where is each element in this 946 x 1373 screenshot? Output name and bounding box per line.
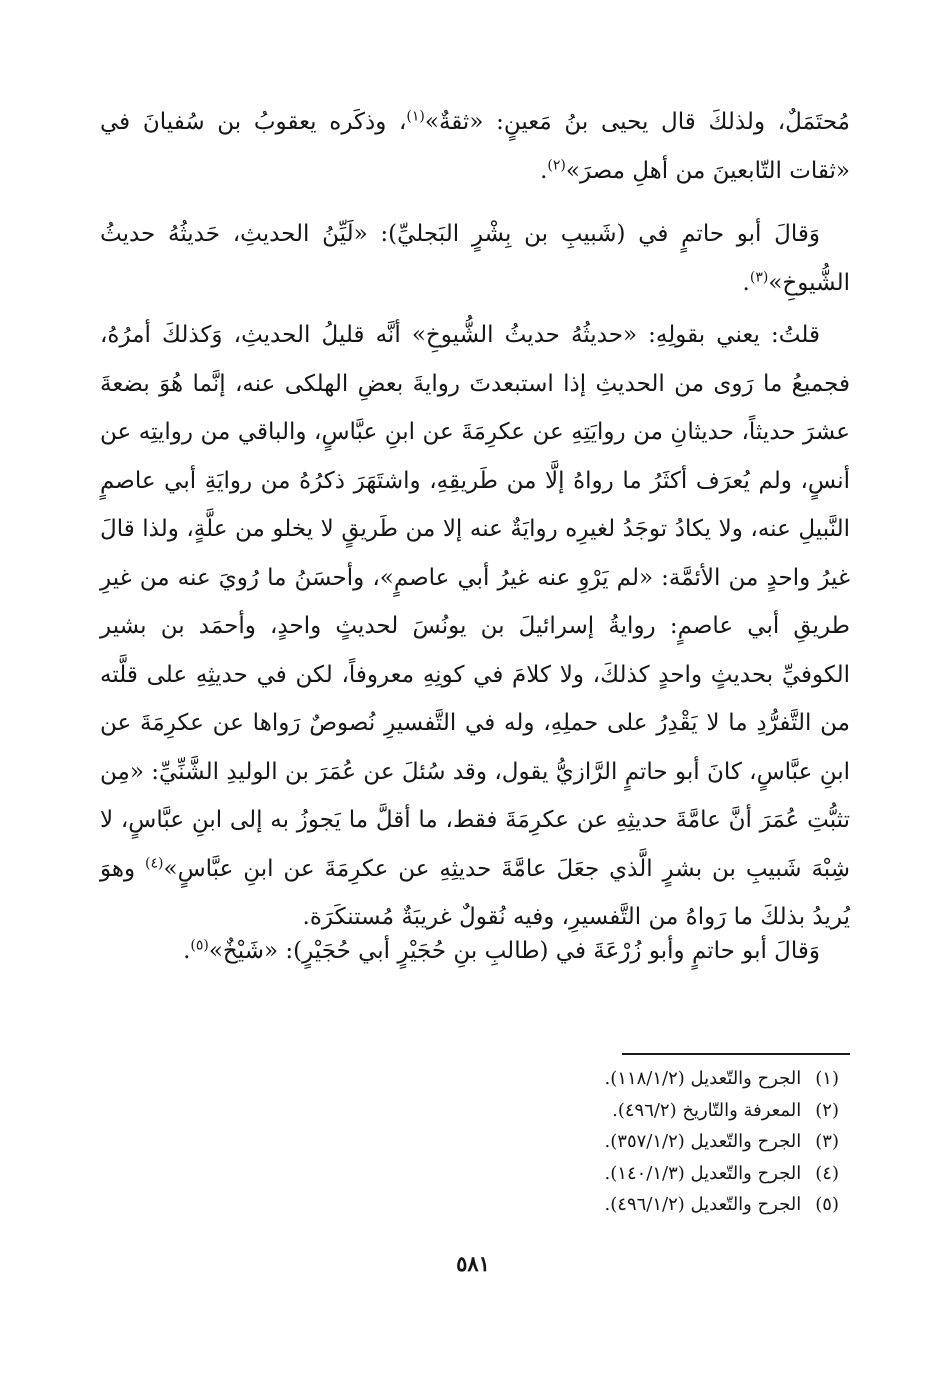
footnotes-list: [239, 1063, 839, 1221]
paragraph-3: [100, 311, 850, 942]
footnote-text: الجرح والتّعديل (٤٩٦/١/٢).: [604, 1194, 802, 1215]
footnote-text: الجرح والتّعديل (١٤٠/١/٣).: [604, 1162, 802, 1184]
paragraph-4-text: وَقالَ أبو حاتمٍ وأبو زُرْعَةَ في (طالبِ بنِ حُجَيْرٍ أبي حُجَيْرٍ): «شَيْخٌ»: [208, 938, 820, 964]
footnote-ref-4: (٤): [145, 854, 164, 871]
paragraph-1-text-a: مُحتَمَلٌ، ولذلكَ قال يحيى بنُ مَعينٍ: «ثقةٌ»: [424, 109, 850, 135]
paragraph-1: [100, 98, 850, 195]
footnote-ref-3: (٣): [749, 268, 769, 285]
paragraph-1-text-b: ، وذكَره يعقوبُ بن سُفيانَ في «ثقات التّابعينَ من أهلِ مصرَ»: [100, 109, 850, 184]
footnote-text: المعرفة والتّاريخ (٤٩٦/٢).: [612, 1099, 802, 1121]
footnote-number: (٣): [815, 1131, 839, 1152]
page-number: ٥٨١: [456, 1251, 490, 1276]
paragraph-2-text-end: .: [742, 269, 750, 296]
footnote-4: [239, 1158, 839, 1190]
footnote-text: الجرح والتّعديل (١١٨/١/٢).: [604, 1068, 802, 1089]
paragraph-1-text-end: .: [540, 157, 548, 184]
footnote-separator: [622, 1053, 850, 1055]
footnote-ref-2: (٢): [547, 156, 566, 173]
paragraph-3-text-end: وهوَ يُريدُ بذلكَ ما رَواهُ من التَّفسيرِ، وفيه نُقولٌ غريبَةٌ مُستنكَرَة.: [100, 855, 850, 930]
footnote-3: [239, 1126, 839, 1158]
paragraph-2-text: وَقالَ أبو حاتمٍ في (شَبيبِ بن بِشْرٍ البَجليِّ): «لَيِّنُ الحديثِ، حَديثُهُ حديثُ الشُّيوخِ»: [100, 221, 850, 296]
footnote-number: (٢): [815, 1099, 839, 1121]
paragraph-2: [100, 210, 850, 307]
footnote-number: (١): [815, 1068, 839, 1089]
paragraph-3-text: قلتُ: يعني بقولِهِ: «حديثُهُ حديثُ الشُّيوخِ» أنَّه قليلُ الحديثِ، وَكذلكَ أمرُهُ، فجميعُ ما رَوى من الحديثِ إذا استبعدتَ روايةَ بعضِ الهلكى عنه، إنَّما هُوَ بضعةَ عشرَ حديثاً، حديثانِ من روايَتِهِ عن عكرِمَةَ عن ابنِ عبَّاسٍ، والباقي من روايتِه عن أنسٍ، ولم يُعرَف أكثَرُ ما رواهُ إلَّا من طَريقِهِ، واشتَهَرَ ذكرُهُ من روايَةِ أبي عاصمٍ النَّبيلِ عنه، ولا يكادُ توجَدُ لغيرِه روايَةٌ عنه إلا من طَريقٍ لا يخلو من علَّةٍ، ولذا قالَ غيرُ واحدٍ من الأئمَّة: «لم يَرْوِ عنه غيرُ أبي عاصمٍ»، وأحسَنُ ما رُويَ عنه من غيرِ طريقِ أبي عاصمٍ: روايةُ إسرائيلَ بن يونُسَ لحديثٍ واحدٍ، وأحمَد بن بشير الكوفيِّ بحديثٍ واحدٍ كذلكَ، ولا كلامَ في كونِهِ معروفاً، لكن في حديثِهِ على قلَّته من التَّفرُّدِ ما لا يَقْدِرُ على حملِهِ، وله في التَّفسيرِ نُصوصٌ رَواها عن عكرِمَةَ عن ابنِ عبَّاسٍ، كانَ أبو حاتمٍ الرَّازيُّ يقول، وقد سُئلَ عن عُمَرَ بن الوليدِ الشَّنِّيِّ: «مِن تثبُّتِ عُمَرَ أنَّ عامَّةَ حديثِهِ عن عكرِمَةَ فقط، ما أقلَّ ما يَجوزُ به إلى ابنِ عبَّاسٍ، لا شِبْهَ شَبيبِ بن بشرٍ الَّذي جعَلَ عامَّةَ حديثِهِ عن عكرِمَةَ عن ابنِ عبَّاسٍ»: [100, 322, 850, 882]
footnote-text: الجرح والتّعديل (٣٥٧/١/٢).: [604, 1131, 802, 1152]
footnote-2: [239, 1095, 839, 1127]
footnote-number: (٤): [815, 1162, 839, 1184]
paragraph-4-text-end: .: [183, 938, 191, 964]
footnote-1: [239, 1063, 839, 1095]
footnote-ref-5: (٥): [190, 937, 209, 954]
paragraph-4: [100, 927, 850, 976]
footnote-number: (٥): [815, 1194, 839, 1215]
footnote-5: [239, 1189, 839, 1221]
footnote-ref-1: (١): [406, 108, 425, 125]
